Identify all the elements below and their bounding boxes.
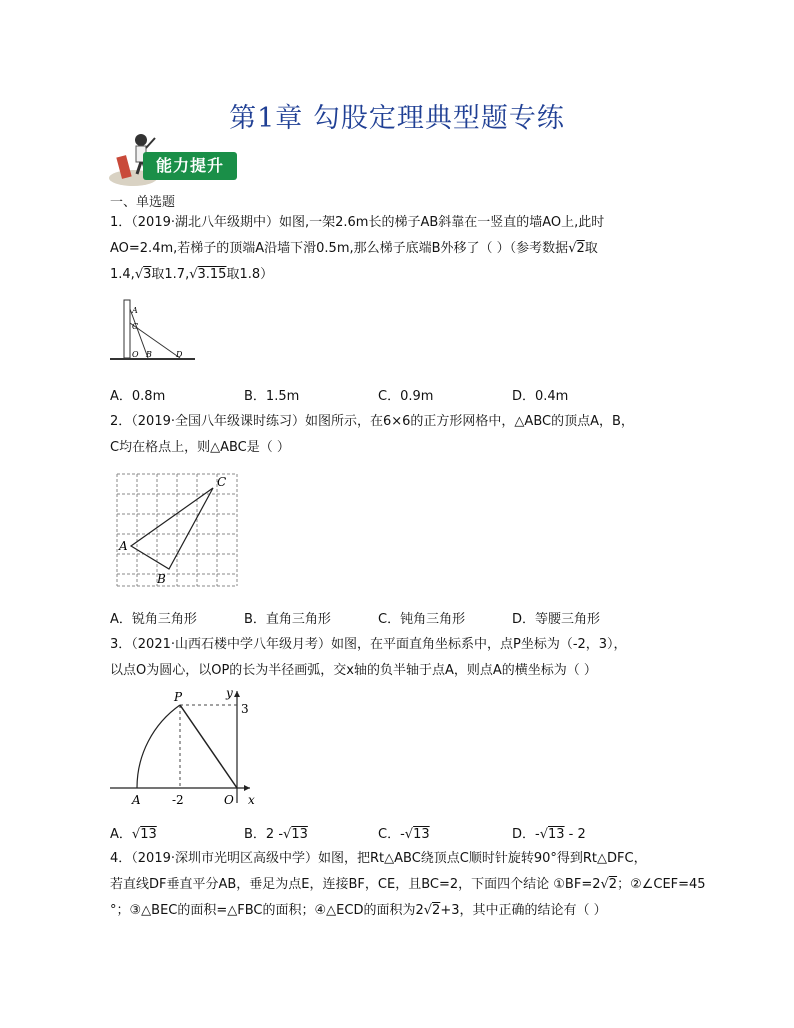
q2-option-a: A．锐角三角形 <box>110 612 197 627</box>
q4-line1: 4．（2019·深圳市光明区高级中学）如图，把Rt△ABC绕顶点C顺时针旋转90°得到Rt△DFC， <box>110 851 647 866</box>
q2-option-c: C．钝角三角形 <box>378 612 466 627</box>
q2-label-a: A <box>119 539 128 553</box>
grid-triangle-figure <box>113 470 241 590</box>
q3-line1: 3．（2021·山西石楼中学八年级月考）如图，在平面直角坐标系中，点P坐标为（-2，3）， <box>110 637 627 652</box>
q2-label-b: B <box>157 572 166 586</box>
q1-option-d: D．0.4m <box>512 389 569 404</box>
q3-label-a: A <box>132 793 141 807</box>
section-heading: 一、单选题 <box>110 195 176 210</box>
badge-label: 能力提升 <box>143 152 237 180</box>
ability-badge <box>107 128 242 188</box>
q1-label-o: O <box>132 350 139 359</box>
q4-line3: °；③△BEC的面积=△FBC的面积；④△ECD的面积为2√2+3，其中正确的结论有（ ） <box>110 903 607 918</box>
q3-label-x: x <box>248 793 255 807</box>
q2-line1: 2．（2019·全国八年级课时练习）如图所示，在6×6的正方形网格中，△ABC的顶点A，B， <box>110 414 634 429</box>
q2-option-d: D．等腰三角形 <box>512 612 601 627</box>
q3-option-c: C．-√13 <box>378 827 430 842</box>
q3-line2: 以点O为圆心，以OP的长为半径画弧，交x轴的负半轴于点A，则点A的横坐标为（ ） <box>110 663 597 678</box>
q1-label-d: D <box>176 350 183 359</box>
q2-label-c: C <box>217 475 227 489</box>
q3-label-neg2: -2 <box>172 793 184 807</box>
q1-option-c: C．0.9m <box>378 389 434 404</box>
q1-option-b: B．1.5m <box>244 389 300 404</box>
q1-label-c: C <box>132 322 139 331</box>
q1-line1: 1．（2019·湖北八年级期中）如图,一架2.6m长的梯子AB斜靠在一竖直的墙AO上,此时 <box>110 215 605 230</box>
ladder-figure <box>110 295 200 370</box>
q1-line2: AO=2.4m,若梯子的顶端A沿墙下滑0.5m,那么梯子底端B外移了（ ）（参考数据√2取 <box>110 241 598 256</box>
q2-line2: C均在格点上，则△ABC是（ ） <box>110 440 290 455</box>
q3-option-a: A．√13 <box>110 827 157 842</box>
q3-label-o: O <box>224 793 234 807</box>
q3-label-y: y <box>226 686 233 700</box>
q1-option-a: A．0.8m <box>110 389 166 404</box>
page-title: 第1章 勾股定理典型题专练 <box>229 103 565 134</box>
q4-line2: 若直线DF垂直平分AB，垂足为点E，连接BF，CE，且BC=2，下面四个结论 ①BF=2√2；②∠CEF=45 <box>110 877 706 892</box>
q3-option-d: D．-√13 - 2 <box>512 827 586 842</box>
q3-option-b: B．2 -√13 <box>244 827 308 842</box>
q1-label-b: B <box>146 350 152 359</box>
q1-label-a: A <box>132 306 138 315</box>
q1-line3: 1.4,√3取1.7,√3.15取1.8） <box>110 267 274 282</box>
q3-label-p: P <box>174 690 183 704</box>
q2-option-b: B．直角三角形 <box>244 612 331 627</box>
coordinate-arc-figure <box>110 685 270 810</box>
q3-label-3: 3 <box>241 702 249 716</box>
